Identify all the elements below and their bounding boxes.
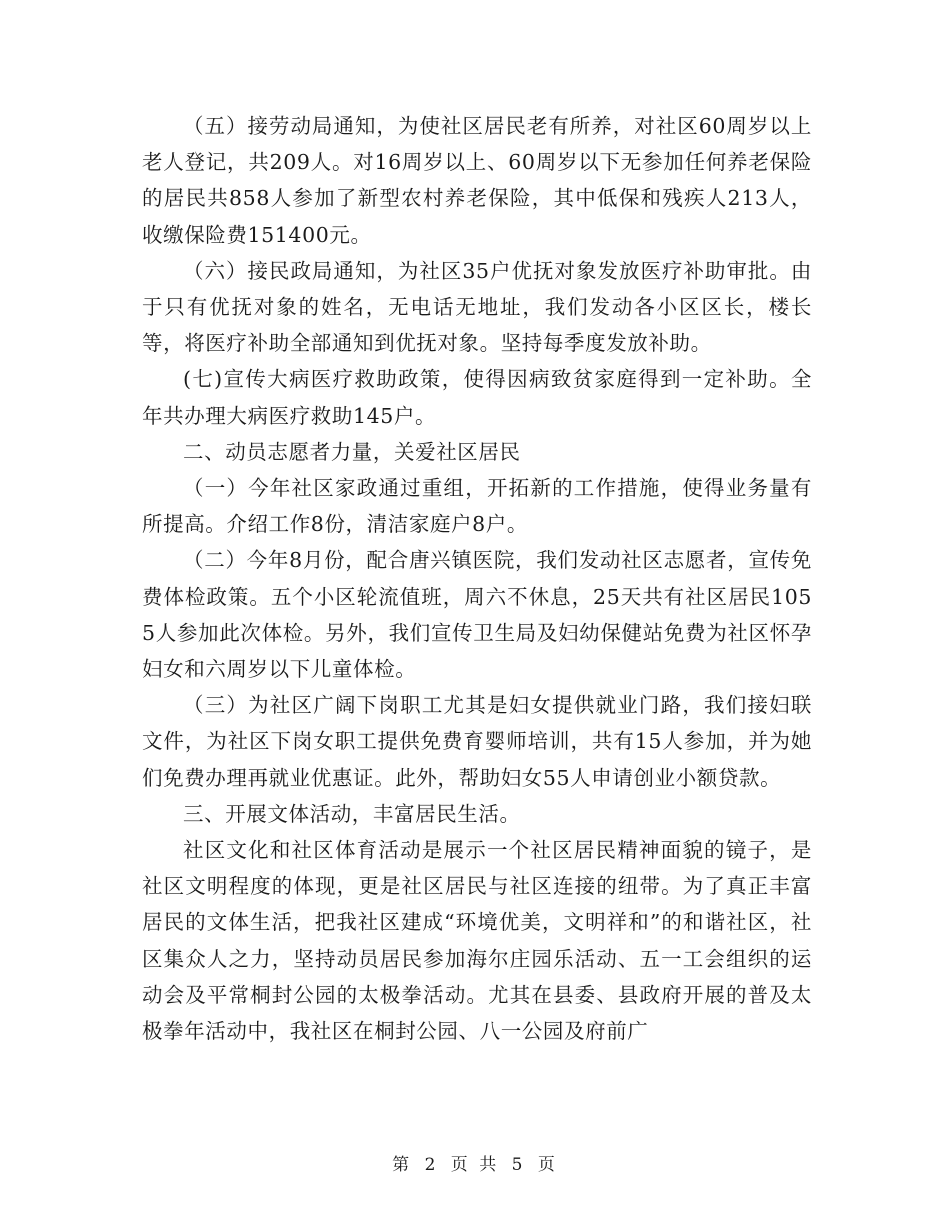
document-body (142, 108, 812, 1049)
section-heading-2: 二、动员志愿者力量，关爱社区居民 (183, 439, 521, 464)
footer-prefix: 第 (392, 1155, 413, 1175)
page-total: 5 (511, 1155, 526, 1175)
section-heading-3: 三、开展文体活动，丰富居民生活。 (183, 801, 521, 826)
paragraph-item-6-medical-subsidy: （六）接民政局通知，为社区35户优抚对象发放医疗补助审批。由于只有优抚对象的姓名，无电话无地址，我们发动各小区区长，楼长等，将医疗补助全部通知到优抚对象。坚持每季度发放补助。 (142, 258, 812, 356)
footer-suffix: 页 (537, 1155, 558, 1175)
footer-middle: 页 共 (450, 1155, 500, 1175)
paragraph-culture-sports: 社区文化和社区体育活动是展示一个社区居民精神面貌的镜子，是社区文明程度的体现，更是社区居民与社区连接的纽带。为了真正丰富居民的文体生活，把我社区建成“环境优美，文明祥和”的和谐社区，社区集众人之力，坚持动员居民参加海尔庄园乐活动、五一工会组织的运动会及平常桐封公园的太极拳活动。尤其在县委、县政府开展的普及太极拳年活动中，我社区在桐封公园、八一公园及府前广 (142, 838, 812, 1044)
paragraph-item-7-serious-illness: (七)宣传大病医疗救助政策，使得因病致贫家庭得到一定补助。全年共办理大病医疗救助145户。 (142, 367, 812, 428)
paragraph-item-3-employment: （三）为社区广阔下岗职工尤其是妇女提供就业门路，我们接妇联文件，为社区下岗女职工提供免费育婴师培训，共有15人参加，并为她们免费办理再就业优惠证。此外，帮助妇女55人申请创业小额贷款。 (142, 693, 812, 790)
page-footer (0, 1150, 950, 1175)
paragraph-item-5-pension: （五）接劳动局通知，为使社区居民老有所养，对社区60周岁以上老人登记，共209人。对16周岁以上、60周岁以下无参加任何养老保险的居民共858人参加了新型农村养老保险，其中低保和残疾人213人，收缴保险费151400元。 (142, 114, 812, 247)
paragraph-item-1-housekeeping: （一）今年社区家政通过重组，开拓新的工作措施，使得业务量有所提高。介绍工作8份，清洁家庭户8户。 (142, 476, 812, 537)
page-number: 2 (424, 1155, 439, 1175)
paragraph-item-2-health-check: （二）今年8月份，配合唐兴镇医院，我们发动社区志愿者，宣传免费体检政策。五个小区轮流值班，周六不休息，25天共有社区居民1055人参加此次体检。另外，我们宣传卫生局及妇幼保健站免费为社区怀孕妇女和六周岁以下儿童体检。 (142, 548, 812, 682)
